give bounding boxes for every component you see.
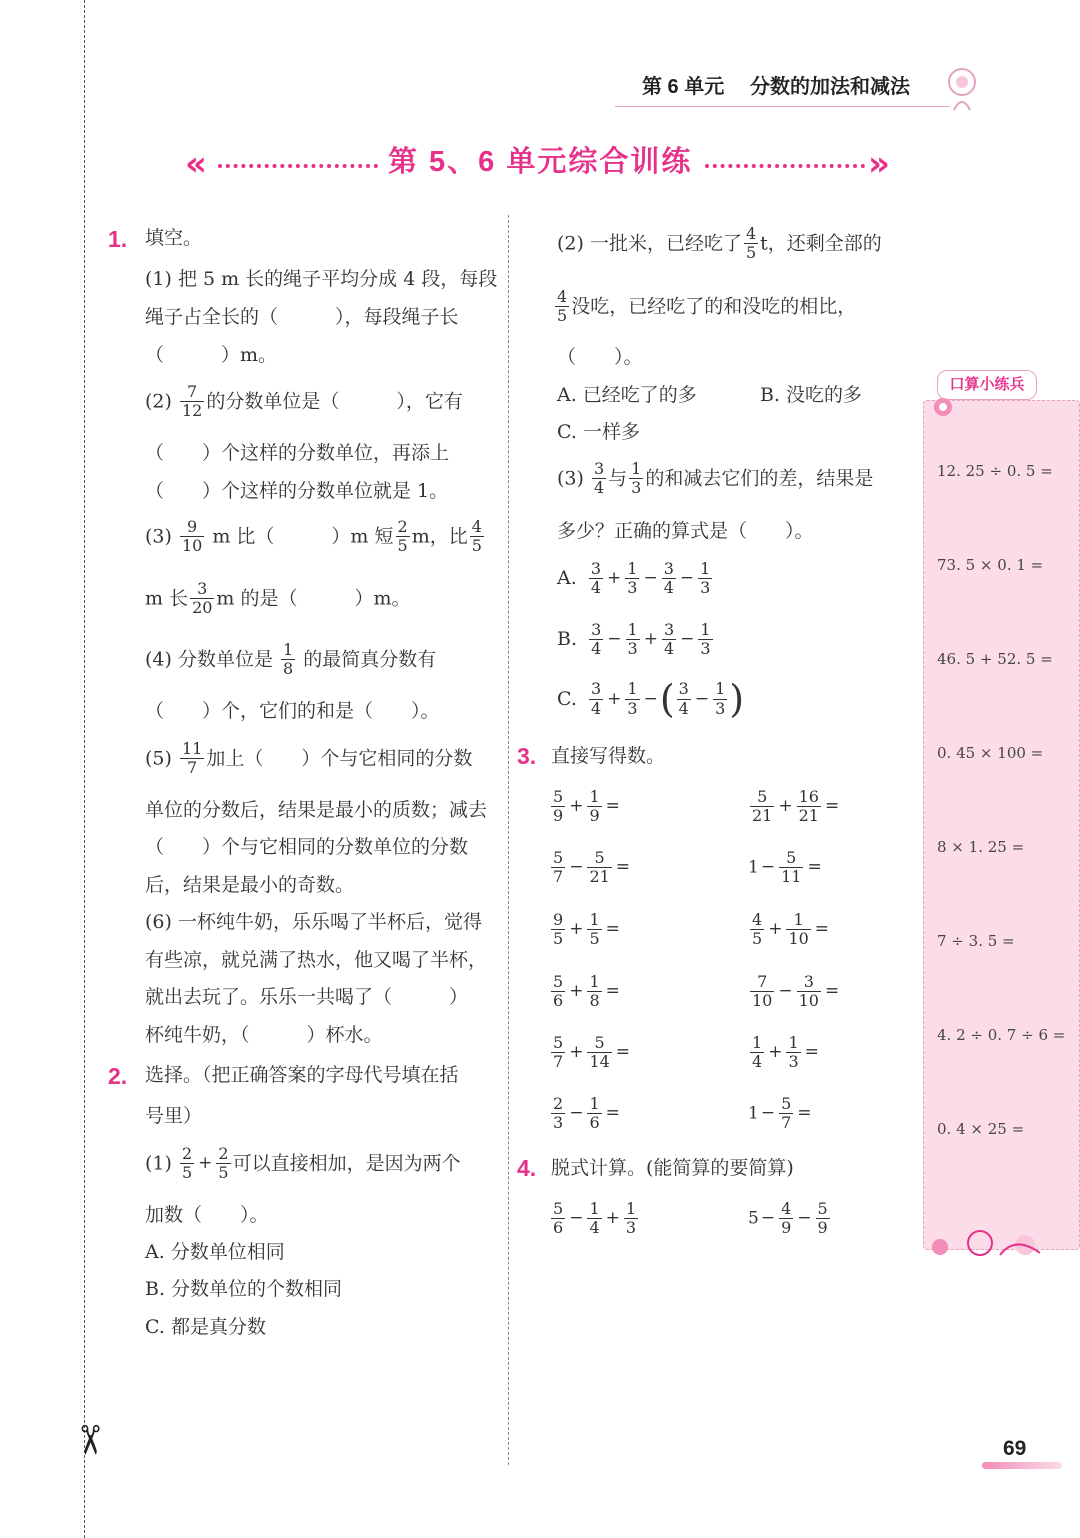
q3-exercise-9: $\frac{5}{7}$ + $\frac{5}{14}$ =: [553, 1033, 631, 1072]
q3-exercise-12: 1 − $\frac{5}{7}$ =: [748, 1094, 812, 1133]
flower-decoration-icon: [940, 64, 984, 114]
page-number: 69: [1003, 1437, 1027, 1460]
q3-exercise-1: $\frac{5}{9}$ + $\frac{1}{9}$ =: [553, 787, 620, 826]
fraction-2-5: $\frac{2}{5}$: [397, 517, 408, 556]
sidebar-badge: 口算小练兵: [937, 370, 1037, 400]
q1-3-line1: (3) $\frac{9}{10}$ m 比（ ）m 短 $\frac{2}{5}$ m，比 $\frac{4}{5}$: [145, 517, 482, 556]
sidebar-item-1: 12. 25 ÷ 0. 5 =: [937, 462, 1053, 480]
sidebar-item-8: 0. 4 × 25 =: [937, 1120, 1025, 1138]
q3-exercise-3: $\frac{5}{7}$ − $\frac{5}{21}$ =: [553, 848, 631, 887]
q1-number: 1.: [108, 226, 128, 252]
left-chevron-icon: «: [185, 144, 207, 184]
q2-3-option-c: C. $\frac{3}{4}$ + $\frac{1}{3}$ −( $\frac{3}{4}$ − $\frac{1}{3}$ ): [557, 677, 745, 721]
page-number-bar: [982, 1462, 1062, 1469]
q4-expression-2: 5 − $\frac{4}{9}$ − $\frac{5}{9}$: [748, 1199, 828, 1238]
sidebar-item-3: 46. 5 + 52. 5 =: [937, 650, 1053, 668]
q1-1-line1: (1) 把 5 m 长的绳子平均分成 4 段，每段: [145, 268, 498, 290]
q2-1-line1: (1) $\frac{2}{5}$ + $\frac{2}{5}$ 可以直接相加，是因为两个: [145, 1144, 461, 1183]
q2-3-line1: (3) $\frac{3}{4}$ 与 $\frac{1}{3}$ 的和减去它们的差，结果是: [557, 459, 874, 498]
q2-title-cont: 号里）: [145, 1105, 203, 1127]
sidebar-item-4: 0. 45 × 100 =: [937, 744, 1044, 762]
q1-2-line3: （ ）个这样的分数单位就是 1。: [145, 480, 449, 502]
column-divider: [508, 215, 509, 1465]
q2-2-line3: （ ）。: [557, 346, 643, 368]
q2-2-option-c: C. 一样多: [557, 421, 640, 443]
q1-4-line1: (4) 分数单位是 $\frac{1}{8}$ 的最简真分数有: [145, 640, 437, 679]
q2-2-line2: $\frac{4}{5}$ 没吃，已经吃了的和没吃的相比，: [557, 287, 857, 326]
q4-title: 脱式计算。(能简算的要简算): [551, 1157, 794, 1179]
q3-title: 直接写得数。: [551, 745, 666, 767]
fraction-2-5-a: $\frac{2}{5}$: [181, 1144, 193, 1183]
title-dots-left: [218, 164, 378, 168]
q1-6-line2: 有些凉，就兑满了热水，他又喝了半杯，: [145, 949, 488, 971]
q3-exercise-8: $\frac{7}{10}$ − $\frac{3}{10}$ =: [752, 972, 840, 1011]
q3-exercise-2: $\frac{5}{21}$ + $\frac{16}{21}$ =: [752, 787, 840, 826]
topic-label: 分数的加法和减法: [750, 76, 910, 98]
fraction-11-7: $\frac{11}{7}$: [181, 739, 203, 778]
q2-2-option-b: B. 没吃的多: [760, 384, 863, 406]
q1-title: 填空。: [145, 227, 203, 249]
sidebar-flower-icon: [925, 392, 961, 422]
scissors-icon: ✂: [65, 1423, 112, 1457]
q3-exercise-10: $\frac{1}{4}$ + $\frac{1}{3}$ =: [752, 1033, 819, 1072]
page-title: 第 5、6 单元综合训练: [388, 146, 693, 178]
cut-line: [84, 0, 85, 1538]
fraction-4-5: $\frac{4}{5}$: [471, 517, 482, 556]
q1-6-line3: 就出去玩了。乐乐一共喝了（ ）: [145, 986, 469, 1008]
fraction-1-8: $\frac{1}{8}$: [283, 640, 294, 679]
sidebar-item-5: 8 × 1. 25 =: [937, 838, 1025, 856]
q1-5-line2: 单位的分数后，结果是最小的质数；减去: [145, 799, 488, 821]
q1-5-line1: (5) $\frac{11}{7}$ 加上（ ）个与它相同的分数: [145, 739, 473, 778]
q2-1-option-a: A. 分数单位相同: [145, 1241, 285, 1263]
q1-4-line2: （ ）个，它们的和是（ ）。: [145, 700, 440, 722]
q2-number: 2.: [108, 1063, 128, 1089]
q2-3-option-a: A. $\frac{3}{4}$ + $\frac{1}{3}$ − $\frac{3}{4}$ − $\frac{1}{3}$: [557, 559, 711, 598]
fraction-4-5-d: $\frac{4}{5}$: [557, 287, 568, 326]
q2-1-option-c: C. 都是真分数: [145, 1316, 266, 1338]
q3-exercise-11: $\frac{2}{3}$ − $\frac{1}{6}$ =: [553, 1094, 620, 1133]
q4-expression-1: $\frac{5}{6}$ − $\frac{1}{4}$ + $\frac{1}{3}$: [553, 1199, 637, 1238]
q1-1-line2: 绳子占全长的（ ），每段绳子长: [145, 306, 459, 328]
fraction-4-5-c: $\frac{4}{5}$: [745, 224, 757, 263]
fraction-2-5-b: $\frac{2}{5}$: [218, 1144, 229, 1183]
right-chevron-icon: »: [868, 144, 890, 184]
q2-2-option-a: A. 已经吃了的多: [557, 384, 697, 406]
q3-exercise-6: $\frac{4}{5}$ + $\frac{1}{10}$ =: [752, 910, 830, 949]
sidebar-item-7: 4. 2 ÷ 0. 7 ÷ 6 =: [937, 1026, 1066, 1044]
q2-1-option-b: B. 分数单位的个数相同: [145, 1278, 343, 1300]
sidebar-item-2: 73. 5 × 0. 1 =: [937, 556, 1044, 574]
sidebar-bottom-decoration-icon: [925, 1225, 1055, 1265]
unit-label: 第 6 单元: [642, 76, 725, 98]
fraction-3-4: $\frac{3}{4}$: [593, 459, 605, 498]
fraction-3-20: $\frac{3}{20}$: [192, 579, 213, 618]
q1-5-line4: 后，结果是最小的奇数。: [145, 874, 355, 896]
q1-2-line1: (2) $\frac{7}{12}$ 的分数单位是（ ），它有: [145, 382, 463, 421]
q3-number: 3.: [517, 743, 537, 769]
q2-1-line2: 加数（ ）。: [145, 1204, 269, 1226]
q3-exercise-7: $\frac{5}{6}$ + $\frac{1}{8}$ =: [553, 972, 620, 1011]
fraction-7-12: $\frac{7}{12}$: [181, 382, 203, 421]
q2-title: 选择。（把正确答案的字母代号填在括: [145, 1064, 459, 1086]
q3-exercise-5: $\frac{9}{5}$ + $\frac{1}{5}$ =: [553, 910, 620, 949]
q1-6-line1: (6) 一杯纯牛奶，乐乐喝了半杯后，觉得: [145, 911, 482, 933]
q1-6-line4: 杯纯牛奶，（ ）杯水。: [145, 1024, 383, 1046]
q3-exercise-4: 1 − $\frac{5}{11}$ =: [748, 848, 822, 887]
q2-3-option-b: B. $\frac{3}{4}$ − $\frac{1}{3}$ + $\frac{3}{4}$ − $\frac{1}{3}$: [557, 620, 711, 659]
q2-2-line1: (2) 一批米，已经吃了 $\frac{4}{5}$ t，还剩全部的: [557, 224, 882, 263]
q1-5-line3: （ ）个与它相同的分数单位的分数: [145, 836, 469, 858]
fraction-1-3: $\frac{1}{3}$: [631, 459, 642, 498]
q1-3-line2: m 长 $\frac{3}{20}$ m 的是（ ）m。: [145, 579, 411, 618]
header-underline: [615, 106, 950, 107]
title-dots-right: [705, 164, 865, 168]
q1-2-line2: （ ）个这样的分数单位，再添上: [145, 442, 450, 464]
fraction-9-10: $\frac{9}{10}$: [181, 517, 203, 556]
q4-number: 4.: [517, 1155, 537, 1181]
q2-3-line2: 多少？正确的算式是（ ）。: [557, 520, 814, 542]
q1-1-line3: （ ）m。: [145, 344, 278, 366]
sidebar-item-6: 7 ÷ 3. 5 =: [937, 932, 1015, 950]
